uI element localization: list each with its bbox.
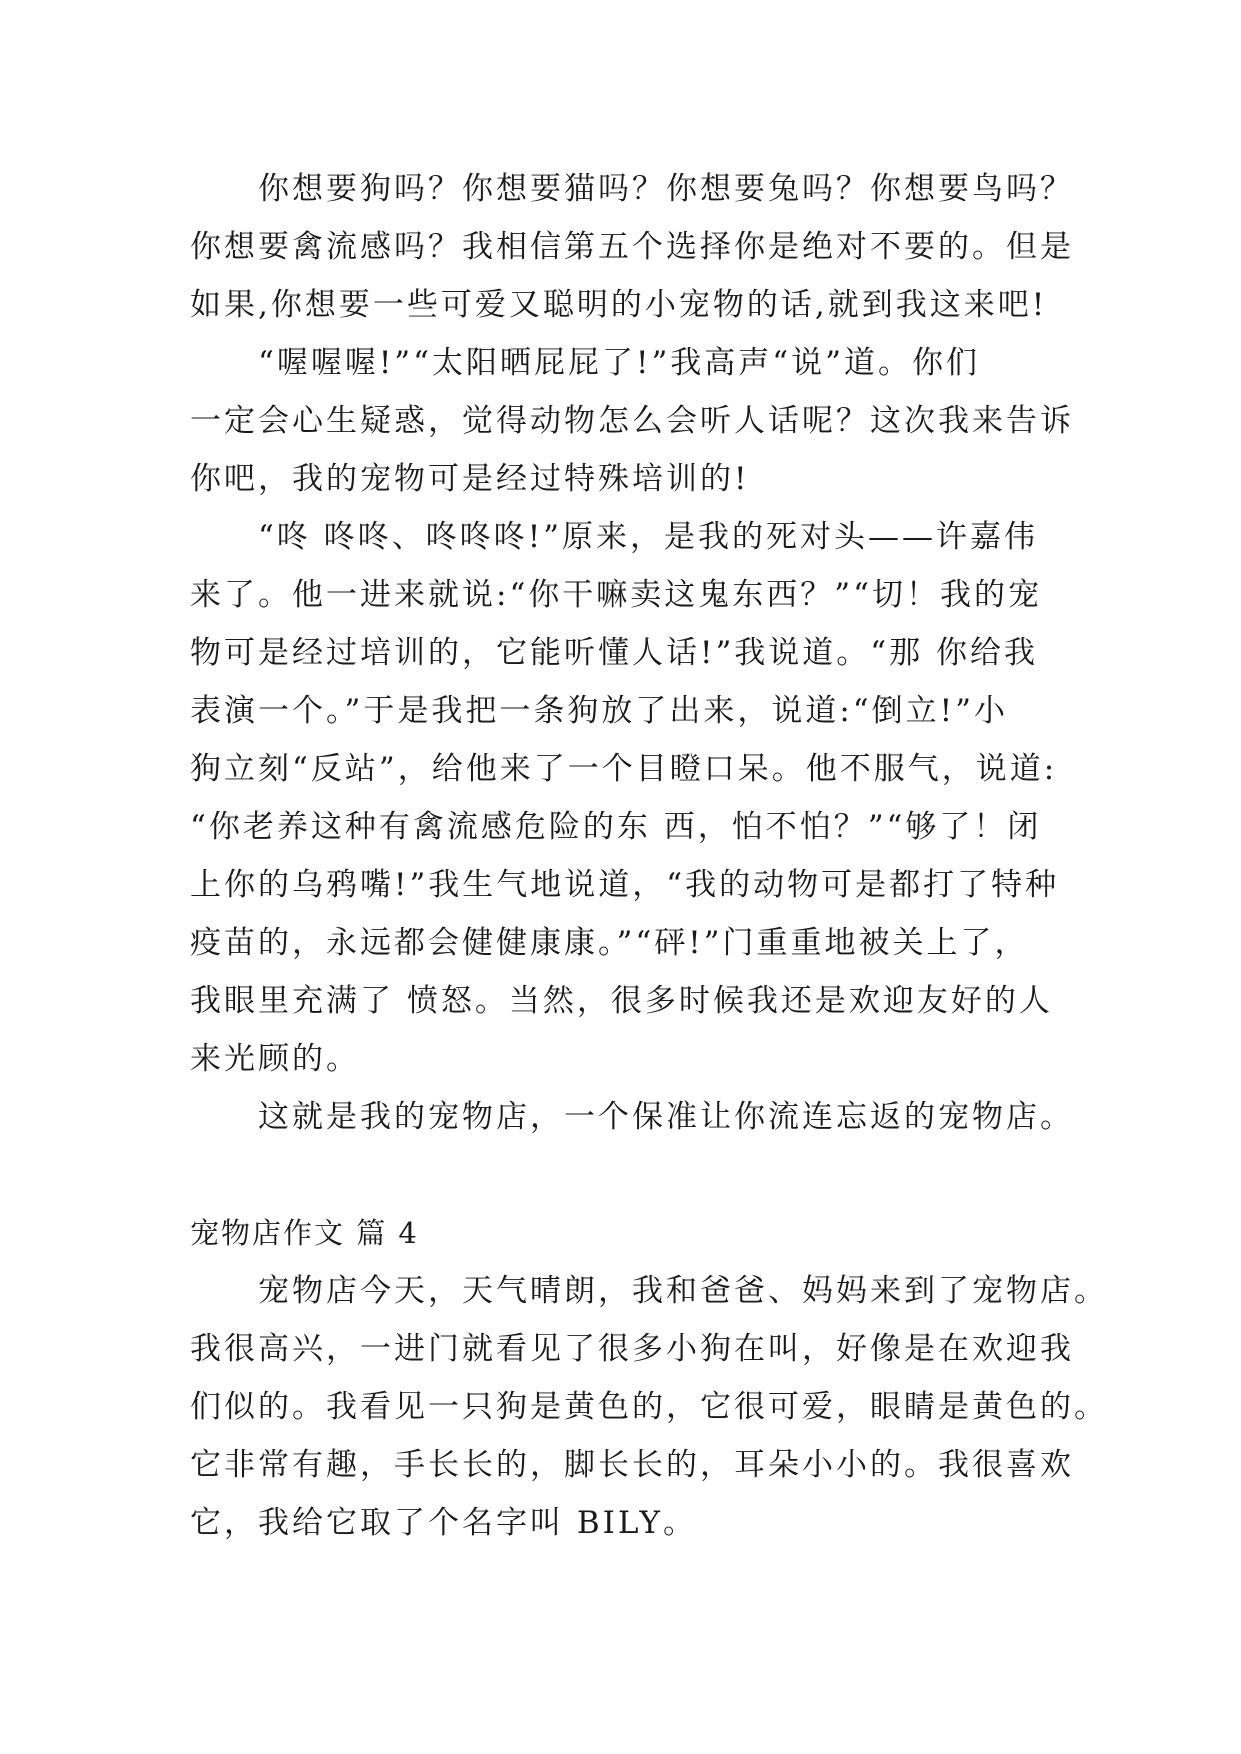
paragraph [190,1262,1108,1552]
text-line: 宠物店今天，天气晴朗，我和爸爸、妈妈来到了宠物店。 [258,1273,1108,1309]
text-line: 我很高兴，一进门就看见了很多小狗在叫，好像是在欢迎我 [190,1331,1074,1367]
paragraph [190,160,1090,334]
text-line: 疫苗的，永远都会健健康康。”“砰!”门重重地被关上了， [190,925,1029,961]
paragraph [190,508,1090,1088]
paragraph [190,1088,1090,1146]
text-line: 它非常有趣，手长长的，脚长长的，耳朵小小的。我很喜欢 [190,1447,1074,1483]
document-page [190,160,1108,1552]
section-heading: 宠物店作文 篇 4 [190,1216,419,1250]
text-line: “咚 咚咚、咚咚咚!”原来，是我的死对头——许嘉伟 [258,519,1039,555]
text-line: 这就是我的宠物店，一个保准让你流连忘返的宠物店。 [258,1099,1074,1135]
text-line: 我眼里充满了 愤怒。当然，很多时候我还是欢迎友好的人 [190,983,1053,1019]
text-line: 来光顾的。 [190,1041,360,1077]
text-line: 狗立刻“反站”，给他来了一个目瞪口呆。他不服气，说道: [190,751,1058,787]
text-line: 一定会心生疑惑，觉得动物怎么会听人话呢？这次我来告诉 [190,403,1074,439]
paragraph [190,334,1090,508]
text-line: 它，我给它取了个名字叫 BILY。 [190,1505,697,1541]
text-line: 表演一个。”于是我把一条狗放了出来，说道:“倒立!”小 [190,693,1008,729]
text-line: 物可是经过培训的，它能听懂人话!”我说道。“那 你给我 [190,635,1039,671]
text-line: 你想要狗吗？你想要猫吗？你想要兔吗？你想要鸟吗？ [258,171,1074,207]
text-line: “喔喔喔!”“太阳晒屁屁了!”我高声“说”道。你们 [258,345,981,381]
text-line: 你想要禽流感吗？我相信第五个选择你是绝对不要的。但是 [190,229,1074,265]
text-line: “你老养这种有禽流感危险的东 西，怕不怕？”“够了！闭 [190,809,1042,845]
text-line: 上你的乌鸦嘴!”我生气地说道，“我的动物可是都打了特种 [190,867,1060,903]
text-line: 们似的。我看见一只狗是黄色的，它很可爱，眼睛是黄色的。 [190,1389,1108,1425]
text-line: 来了。他一进来就说:“你干嘛卖这鬼东西？”“切！我的宠 [190,577,1042,613]
text-line: 如果,你想要一些可爱又聪明的小宠物的话,就到我这来吧! [190,287,1048,323]
text-line: 你吧，我的宠物可是经过特殊培训的! [190,461,750,497]
